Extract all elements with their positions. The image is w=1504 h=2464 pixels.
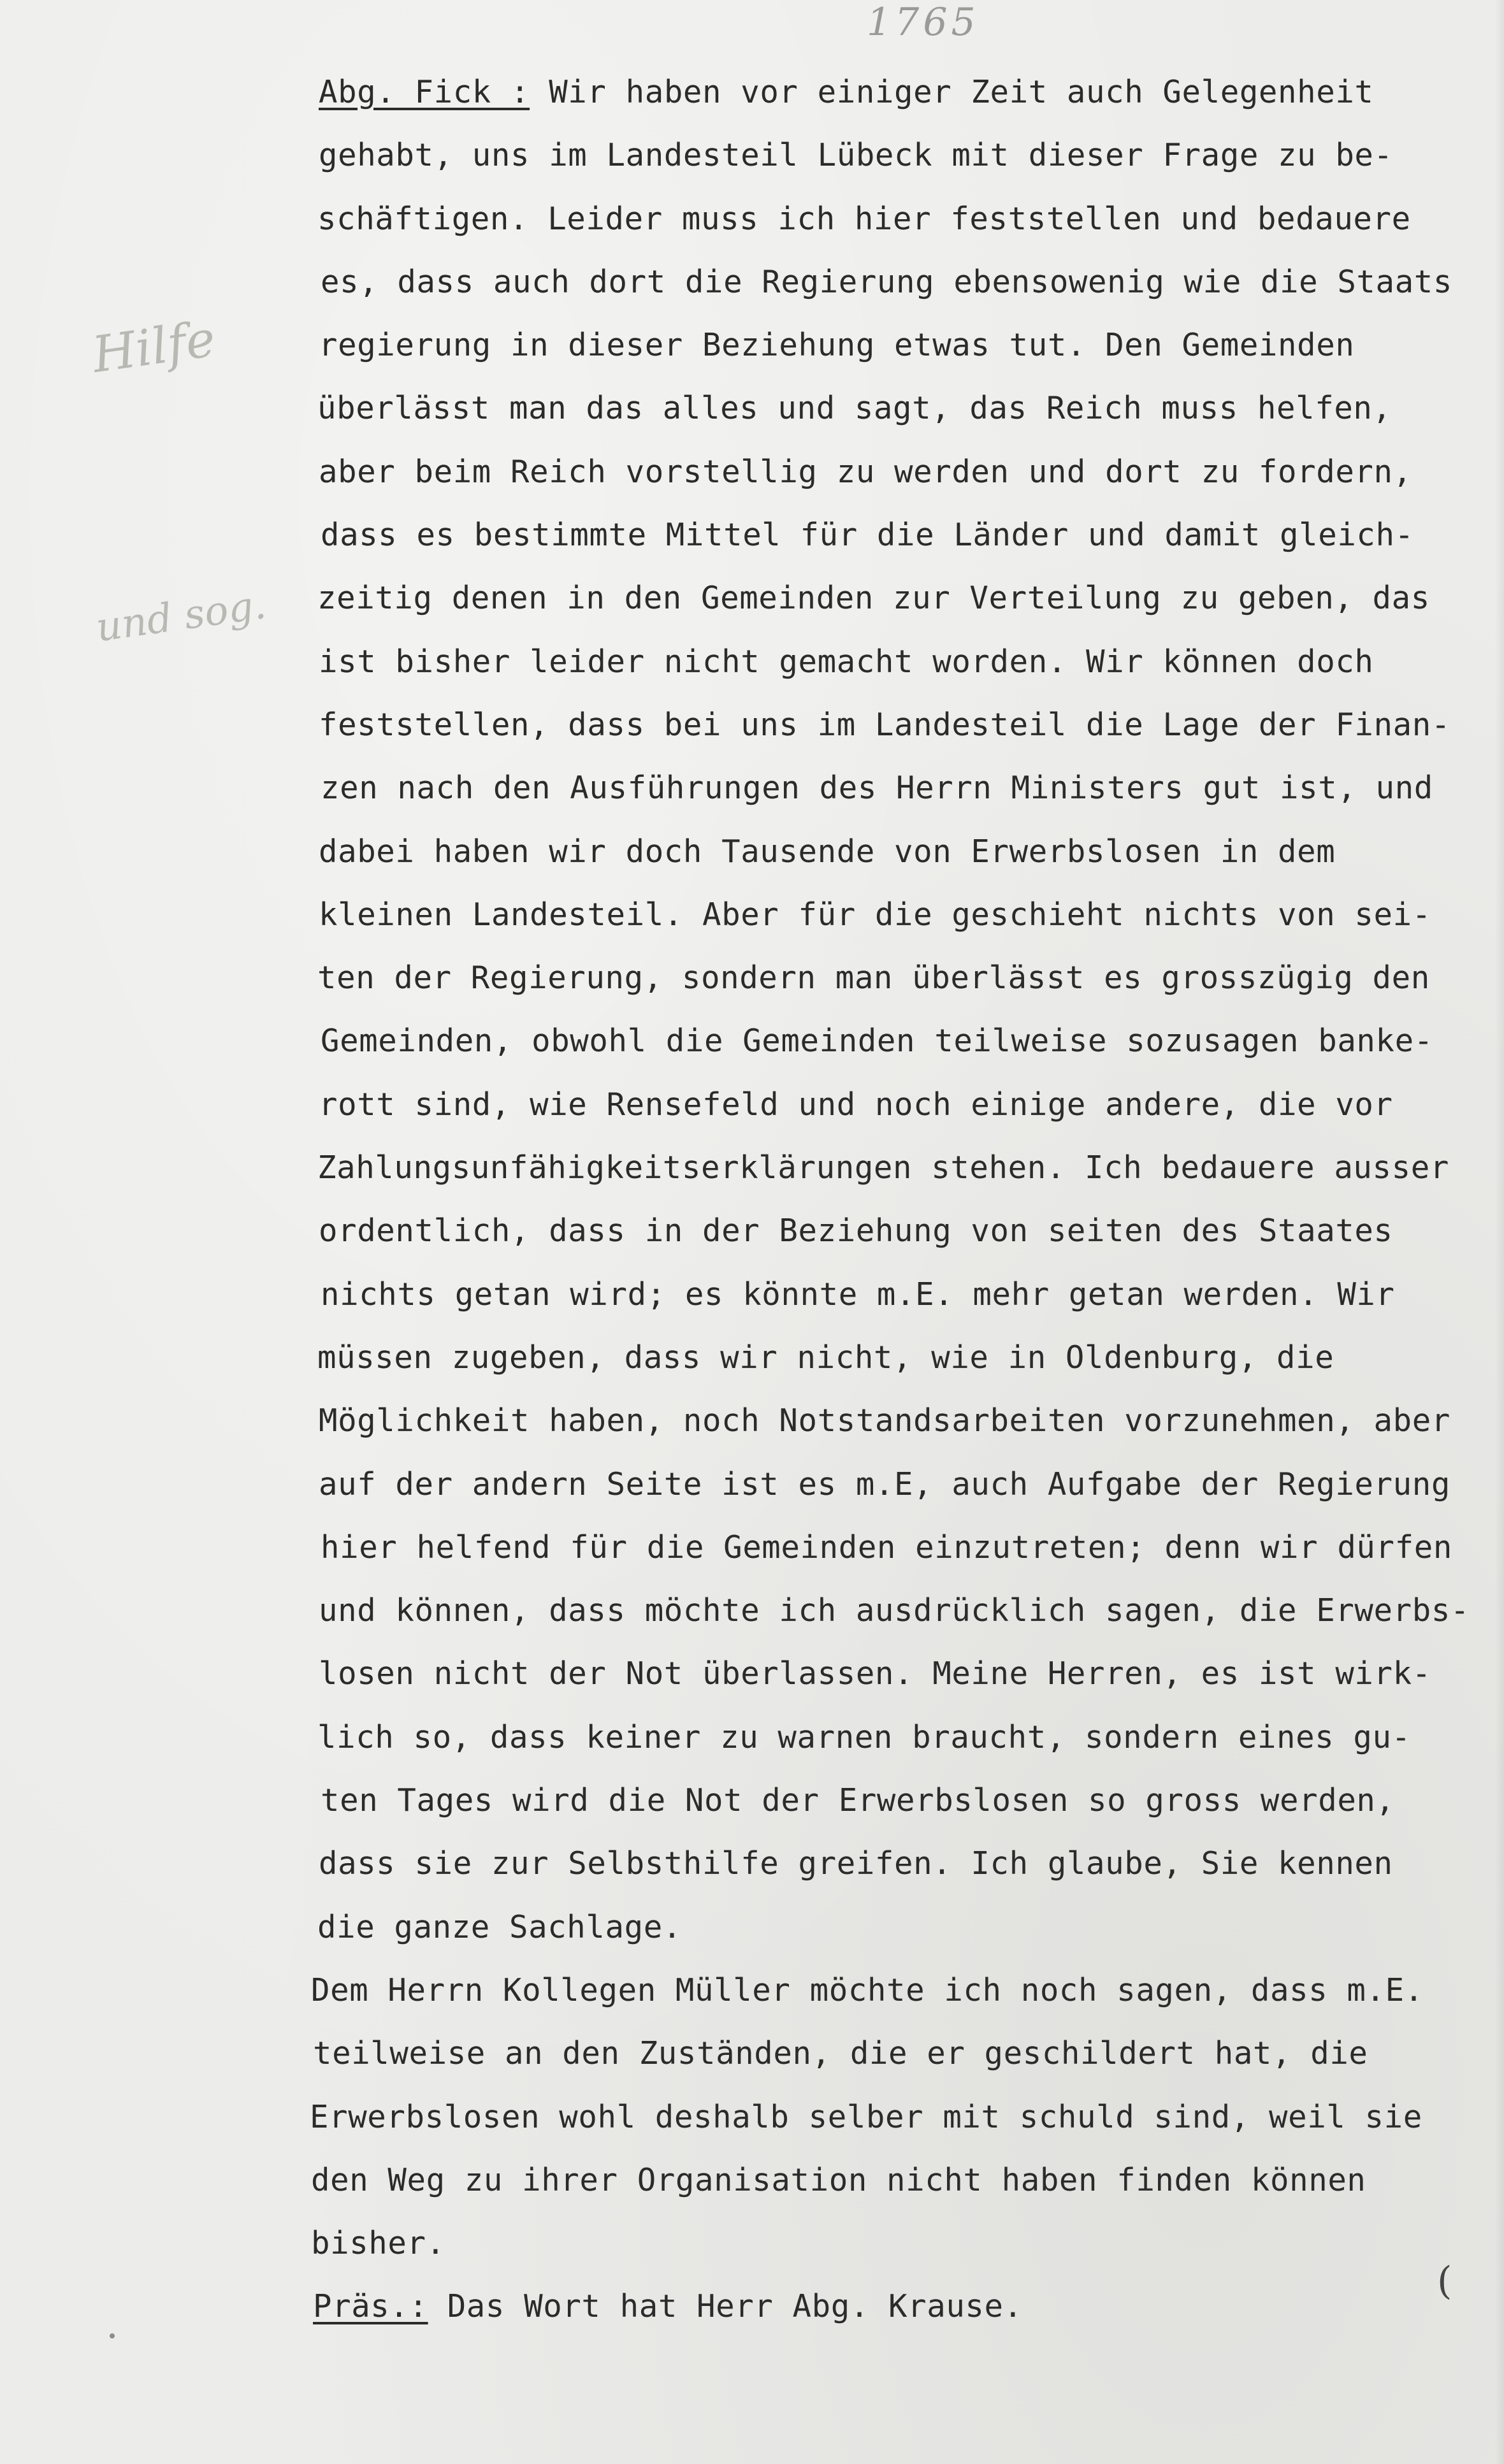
text-line	[310, 2086, 1484, 2149]
line-text: die ganze Sachlage.	[317, 1908, 682, 1945]
line-text: ordentlich, dass in der Beziehung von seiten des Staates	[319, 1213, 1393, 1250]
text-line	[311, 1959, 1485, 2022]
line-text: Erwerbslosen wohl deshalb selber mit schuld sind, weil sie	[310, 2098, 1422, 2135]
line-text: losen nicht der Not überlassen. Meine Herren, es ist wirk-	[319, 1655, 1431, 1692]
text-line	[317, 377, 1484, 440]
archive-number: 1765	[867, 0, 980, 45]
text-line	[321, 756, 1487, 819]
ink-dot	[110, 2333, 115, 2338]
line-text: dass es bestimmte Mittel für die Länder und damit gleich-	[321, 517, 1414, 554]
text-line	[321, 250, 1487, 313]
text-line	[317, 1136, 1484, 1199]
text-line	[313, 2022, 1487, 2085]
page-edge-shadow	[1495, 0, 1504, 2464]
line-text: bisher.	[311, 2225, 445, 2262]
line-text: ist bisher leider nicht gemacht worden. Wir können doch	[319, 643, 1374, 680]
margin-note: Hilfe	[89, 310, 219, 384]
line-text: lich so, dass keiner zu warnen braucht, sondern eines gu-	[317, 1718, 1411, 1755]
text-line	[321, 1769, 1487, 1832]
line-text: zen nach den Ausführungen des Herrn Ministers gut ist, und	[321, 770, 1433, 807]
text-line	[319, 1389, 1485, 1452]
text-line	[319, 61, 1485, 124]
line-text: zeitig denen in den Gemeinden zur Verteilung zu geben, das	[317, 580, 1430, 617]
text-line	[319, 1073, 1485, 1136]
text-line	[321, 1009, 1487, 1072]
text-line	[319, 124, 1485, 187]
typed-transcript	[310, 61, 1485, 2338]
line-text: und können, dass möchte ich ausdrücklich sagen, die Erwerbs-	[319, 1592, 1470, 1629]
line-text: feststellen, dass bei uns im Landesteil die Lage der Finan-	[319, 706, 1450, 743]
line-text: dass sie zur Selbsthilfe greifen. Ich glaube, Sie kennen	[319, 1845, 1393, 1882]
line-text: rott sind, wie Rensefeld und noch einige andere, die vor	[319, 1086, 1393, 1123]
bracket-mark: (	[1437, 2259, 1452, 2303]
line-text: dabei haben wir doch Tausende von Erwerbslosen in dem	[319, 833, 1336, 870]
text-line	[319, 820, 1485, 883]
line-text: teilweise an den Zuständen, die er geschildert hat, die	[313, 2035, 1368, 2072]
text-line	[321, 1263, 1487, 1326]
line-text: ten Tages wird die Not der Erwerbslosen so gross werden,	[321, 1782, 1395, 1819]
line-text: Möglichkeit haben, noch Notstandsarbeiten vorzunehmen, aber	[319, 1402, 1450, 1439]
text-line	[319, 693, 1485, 756]
text-line	[319, 1832, 1485, 1895]
text-line	[313, 2275, 1487, 2338]
text-line	[317, 1706, 1484, 1769]
text-line	[319, 313, 1485, 377]
line-text: Dem Herrn Kollegen Müller möchte ich noch sagen, dass m.E.	[311, 1971, 1424, 2008]
text-line	[319, 1453, 1485, 1516]
speaker-label: Abg. Fick :	[319, 74, 530, 110]
text-line	[321, 503, 1487, 566]
line-text: hier helfend für die Gemeinden einzutreten; denn wir dürfen	[321, 1529, 1452, 1566]
text-line	[311, 2212, 1485, 2275]
text-line	[317, 187, 1484, 250]
line-text: schäftigen. Leider muss ich hier feststellen und bedauere	[317, 200, 1411, 237]
text-line	[311, 2149, 1485, 2212]
text-line	[319, 440, 1485, 503]
line-text: regierung in dieser Beziehung etwas tut. Den Gemeinden	[319, 327, 1355, 364]
line-text: Das Wort hat Herr Abg. Krause.	[428, 2288, 1023, 2325]
line-text: gehabt, uns im Landesteil Lübeck mit dieser Frage zu be-	[319, 137, 1393, 174]
text-line	[321, 1516, 1487, 1579]
text-line	[319, 1199, 1485, 1262]
text-line	[319, 1579, 1485, 1642]
text-line	[317, 566, 1484, 630]
text-line	[317, 1896, 1484, 1959]
line-text: Wir haben vor einiger Zeit auch Gelegenheit	[530, 74, 1374, 110]
line-text: kleinen Landesteil. Aber für die geschieht nichts von sei-	[319, 896, 1431, 933]
text-line	[319, 883, 1485, 946]
speaker-label: Präs.:	[313, 2288, 428, 2325]
line-text: Gemeinden, obwohl die Gemeinden teilweise sozusagen banke-	[321, 1023, 1433, 1060]
text-line	[319, 630, 1485, 693]
line-text: aber beim Reich vorstellig zu werden und dort zu fordern,	[319, 453, 1412, 490]
text-line	[319, 1642, 1485, 1705]
line-text: nichts getan wird; es könnte m.E. mehr getan werden. Wir	[321, 1276, 1395, 1313]
line-text: Zahlungsunfähigkeitserklärungen stehen. Ich bedauere ausser	[317, 1149, 1449, 1186]
line-text: ten der Regierung, sondern man überlässt es grosszügig den	[317, 960, 1430, 997]
margin-note: und sog.	[93, 580, 269, 651]
line-text: den Weg zu ihrer Organisation nicht haben finden können	[311, 2161, 1366, 2198]
line-text: überlässt man das alles und sagt, das Reich muss helfen,	[317, 390, 1392, 427]
line-text: auf der andern Seite ist es m.E, auch Aufgabe der Regierung	[319, 1466, 1450, 1502]
line-text: müssen zugeben, dass wir nicht, wie in Oldenburg, die	[317, 1339, 1334, 1376]
text-line	[317, 946, 1484, 1009]
line-text: es, dass auch dort die Regierung ebensowenig wie die Staats	[321, 263, 1452, 300]
text-line	[317, 1326, 1484, 1389]
